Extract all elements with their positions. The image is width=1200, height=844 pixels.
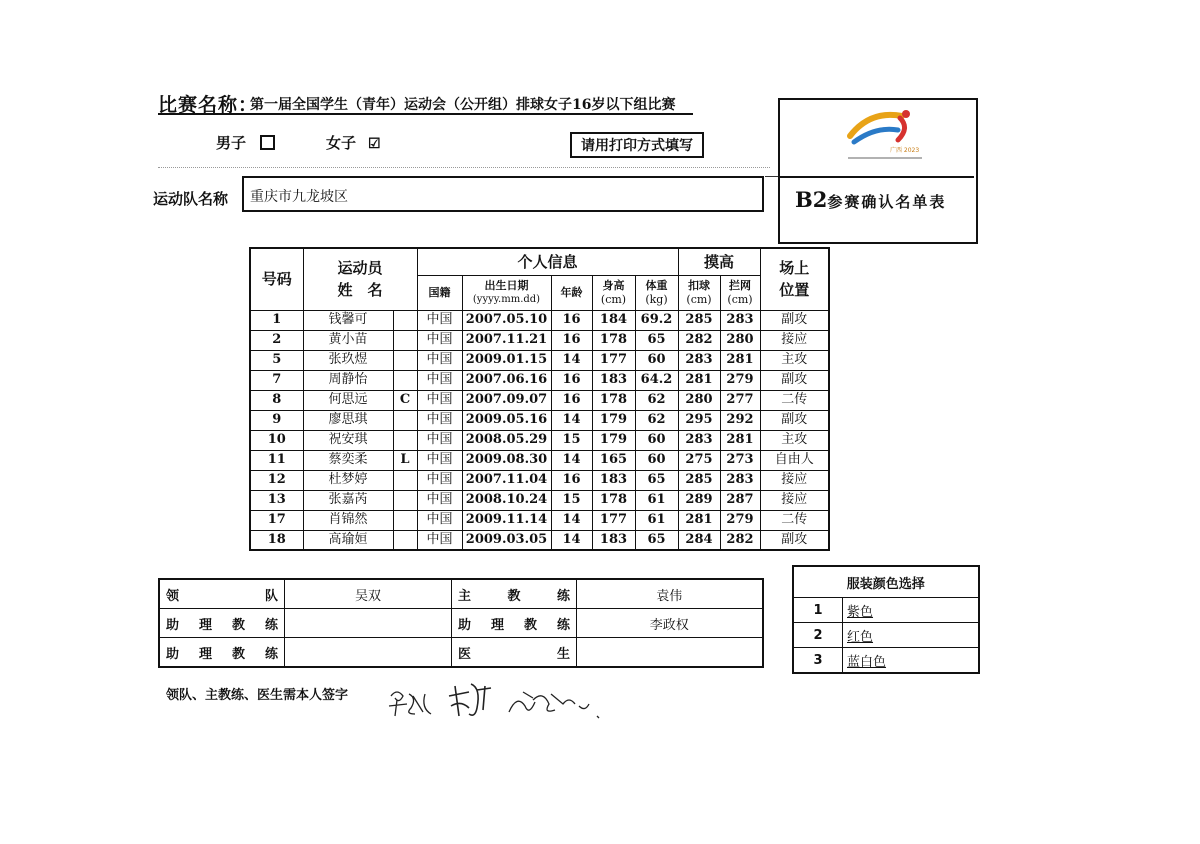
player-weight: 65 [635, 470, 678, 490]
player-block-reach: 277 [720, 390, 760, 410]
uniform-option-color: 红色 [843, 623, 979, 648]
player-age: 14 [551, 350, 592, 370]
player-birth-date: 2009.11.14 [462, 510, 551, 530]
player-position: 接应 [760, 330, 829, 350]
uniform-color-table [792, 565, 980, 674]
header-birth-format: (yyyy.mm.dd) [472, 293, 541, 305]
header-height-unit: (cm) [600, 292, 627, 306]
female-checkbox-checked-icon[interactable]: ☑ [368, 136, 381, 152]
player-birth-date: 2007.05.10 [462, 310, 551, 330]
player-weight: 61 [635, 490, 678, 510]
roster-table [249, 247, 830, 551]
player-nationality: 中国 [417, 410, 462, 430]
player-weight: 60 [635, 450, 678, 470]
player-block-reach: 281 [720, 430, 760, 450]
uniform-option-color: 蓝白色 [843, 648, 979, 674]
player-weight: 61 [635, 510, 678, 530]
player-birth-date: 2008.10.24 [462, 490, 551, 510]
player-weight: 60 [635, 430, 678, 450]
competition-label: 比赛名称： [158, 94, 259, 116]
player-age: 16 [551, 470, 592, 490]
player-position: 自由人 [760, 450, 829, 470]
player-spike-reach: 285 [678, 310, 720, 330]
table-row [250, 530, 829, 550]
table-row [250, 390, 829, 410]
player-nationality: 中国 [417, 310, 462, 330]
female-label: 女子 [326, 134, 357, 152]
header-athlete [303, 248, 417, 310]
uniform-option-number: 2 [793, 623, 843, 648]
table-row [250, 470, 829, 490]
player-birth-date: 2007.06.16 [462, 370, 551, 390]
player-spike-reach: 281 [678, 510, 720, 530]
player-role-mark [393, 350, 417, 370]
staff-table [158, 578, 764, 668]
player-height: 178 [592, 330, 635, 350]
table-row [250, 510, 829, 530]
player-age: 14 [551, 450, 592, 470]
head-coach-label: 主 教 练 [452, 579, 577, 609]
header-block-unit: (cm) [727, 292, 753, 306]
player-name: 杜梦婷 [303, 470, 393, 490]
player-position: 副攻 [760, 310, 829, 330]
player-height: 177 [592, 350, 635, 370]
player-height: 183 [592, 530, 635, 550]
player-name: 周静怡 [303, 370, 393, 390]
signature-label: 领队、主教练、医生需本人签字 [166, 688, 349, 703]
player-nationality: 中国 [417, 390, 462, 410]
player-weight: 64.2 [635, 370, 678, 390]
player-number: 11 [250, 450, 303, 470]
assistant-coach-value[interactable] [285, 638, 452, 668]
uniform-option[interactable] [793, 648, 979, 674]
player-block-reach: 283 [720, 310, 760, 330]
player-block-reach: 279 [720, 510, 760, 530]
header-reach: 摸高 [678, 248, 760, 275]
player-name: 钱馨可 [303, 310, 393, 330]
header-position-line1: 场上 [779, 259, 810, 278]
leader-label: 领 队 [159, 579, 285, 609]
player-age: 16 [551, 310, 592, 330]
player-spike-reach: 295 [678, 410, 720, 430]
uniform-color-title: 服装颜色选择 [793, 566, 979, 598]
player-role-mark [393, 490, 417, 510]
player-role-mark [393, 330, 417, 350]
header-athlete-line1: 运动员 [337, 259, 383, 278]
player-number: 2 [250, 330, 303, 350]
handwritten-signatures [385, 676, 615, 724]
female-option[interactable] [326, 132, 381, 153]
player-weight: 65 [635, 330, 678, 350]
player-height: 165 [592, 450, 635, 470]
uniform-option-number: 3 [793, 648, 843, 674]
assistant-coach-label: 助 理 教 练 [452, 609, 577, 638]
player-position: 二传 [760, 510, 829, 530]
uniform-option-color: 紫色 [843, 598, 979, 623]
male-option[interactable] [216, 132, 275, 153]
player-role-mark [393, 410, 417, 430]
print-note: 请用打印方式填写 [570, 132, 704, 158]
header-spike [678, 275, 720, 310]
player-position: 接应 [760, 470, 829, 490]
player-block-reach: 282 [720, 530, 760, 550]
player-name: 何思远 [303, 390, 393, 410]
head-coach-value[interactable]: 袁伟 [577, 579, 763, 609]
form-code-number: B2 [795, 187, 828, 212]
player-spike-reach: 283 [678, 350, 720, 370]
uniform-option-number: 1 [793, 598, 843, 623]
player-number: 1 [250, 310, 303, 330]
player-number: 13 [250, 490, 303, 510]
player-role-mark [393, 470, 417, 490]
player-nationality: 中国 [417, 490, 462, 510]
player-birth-date: 2009.01.15 [462, 350, 551, 370]
player-position: 副攻 [760, 370, 829, 390]
form-title: 参赛确认名单表 [827, 193, 947, 211]
player-position: 主攻 [760, 430, 829, 450]
player-birth-date: 2009.03.05 [462, 530, 551, 550]
player-spike-reach: 280 [678, 390, 720, 410]
player-birth-date: 2008.05.29 [462, 430, 551, 450]
player-name: 高瑜姮 [303, 530, 393, 550]
logo-text: 广西 2023 [890, 147, 920, 154]
player-spike-reach: 281 [678, 370, 720, 390]
header-block-label: 拦网 [729, 278, 751, 292]
header-athlete-line2: 姓 名 [337, 281, 383, 300]
player-age: 16 [551, 390, 592, 410]
player-age: 14 [551, 410, 592, 430]
doctor-label: 医 生 [452, 638, 577, 668]
assistant-coach-label: 助 理 教 练 [159, 638, 285, 668]
header-weight-unit: (kg) [645, 292, 668, 306]
table-row [250, 490, 829, 510]
header-height-label: 身高 [602, 278, 625, 292]
header-weight-label: 体重 [645, 278, 668, 292]
player-role-mark [393, 530, 417, 550]
player-weight: 62 [635, 410, 678, 430]
player-age: 15 [551, 490, 592, 510]
player-height: 178 [592, 390, 635, 410]
player-nationality: 中国 [417, 370, 462, 390]
form-code [795, 187, 946, 212]
player-name: 黄小苗 [303, 330, 393, 350]
header-block [720, 275, 760, 310]
table-row [250, 450, 829, 470]
player-birth-date: 2009.05.16 [462, 410, 551, 430]
competition-name: 第一届全国学生（青年）运动会（公开组）排球女子16岁以下组比赛 [250, 97, 676, 113]
table-row [250, 430, 829, 450]
player-spike-reach: 285 [678, 470, 720, 490]
player-nationality: 中国 [417, 330, 462, 350]
player-role-mark [393, 370, 417, 390]
title-underline [158, 113, 693, 115]
player-age: 14 [551, 530, 592, 550]
player-block-reach: 287 [720, 490, 760, 510]
table-row [250, 370, 829, 390]
player-nationality: 中国 [417, 430, 462, 450]
player-number: 17 [250, 510, 303, 530]
player-block-reach: 279 [720, 370, 760, 390]
player-position: 副攻 [760, 530, 829, 550]
player-height: 183 [592, 470, 635, 490]
player-nationality: 中国 [417, 530, 462, 550]
player-age: 16 [551, 370, 592, 390]
form-badge-divider [780, 176, 974, 178]
player-spike-reach: 282 [678, 330, 720, 350]
player-number: 18 [250, 530, 303, 550]
player-name: 肖锦然 [303, 510, 393, 530]
header-personal-info: 个人信息 [417, 248, 678, 275]
player-role-mark: L [393, 450, 417, 470]
player-position: 接应 [760, 490, 829, 510]
player-role-mark: C [393, 390, 417, 410]
player-number: 10 [250, 430, 303, 450]
player-height: 177 [592, 510, 635, 530]
player-nationality: 中国 [417, 350, 462, 370]
player-weight: 62 [635, 390, 678, 410]
header-age: 年龄 [551, 275, 592, 310]
player-block-reach: 273 [720, 450, 760, 470]
header-birth-label: 出生日期 [484, 278, 529, 292]
dash-divider [765, 176, 779, 177]
player-height: 184 [592, 310, 635, 330]
player-number: 12 [250, 470, 303, 490]
player-number: 7 [250, 370, 303, 390]
player-spike-reach: 283 [678, 430, 720, 450]
player-position: 主攻 [760, 350, 829, 370]
player-block-reach: 283 [720, 470, 760, 490]
male-label: 男子 [216, 134, 247, 152]
player-birth-date: 2007.11.04 [462, 470, 551, 490]
player-name: 蔡奕柔 [303, 450, 393, 470]
header-number: 号码 [250, 248, 303, 310]
uniform-option[interactable] [793, 623, 979, 648]
assistant-coach-value[interactable] [285, 609, 452, 638]
player-number: 9 [250, 410, 303, 430]
player-spike-reach: 275 [678, 450, 720, 470]
player-number: 8 [250, 390, 303, 410]
player-height: 178 [592, 490, 635, 510]
player-role-mark [393, 510, 417, 530]
leader-value[interactable]: 吴双 [285, 579, 452, 609]
player-birth-date: 2007.09.07 [462, 390, 551, 410]
header-spike-label: 扣球 [688, 278, 710, 292]
player-spike-reach: 284 [678, 530, 720, 550]
player-height: 183 [592, 370, 635, 390]
player-age: 14 [551, 510, 592, 530]
header-weight [635, 275, 678, 310]
player-role-mark [393, 310, 417, 330]
player-nationality: 中国 [417, 510, 462, 530]
header-spike-unit: (cm) [686, 292, 712, 306]
player-block-reach: 281 [720, 350, 760, 370]
player-birth-date: 2009.08.30 [462, 450, 551, 470]
header-nationality: 国籍 [417, 275, 462, 310]
player-name: 张玖煜 [303, 350, 393, 370]
header-position [760, 248, 829, 310]
header-birth [462, 275, 551, 310]
male-checkbox[interactable] [260, 135, 275, 150]
player-nationality: 中国 [417, 470, 462, 490]
player-spike-reach: 289 [678, 490, 720, 510]
table-row [250, 310, 829, 330]
team-name-value: 重庆市九龙坡区 [250, 189, 348, 205]
assistant-coach-value[interactable]: 李政权 [577, 609, 763, 638]
player-age: 16 [551, 330, 592, 350]
player-role-mark [393, 430, 417, 450]
table-row [250, 330, 829, 350]
player-nationality: 中国 [417, 450, 462, 470]
assistant-coach-label: 助 理 教 练 [159, 609, 285, 638]
player-weight: 65 [635, 530, 678, 550]
team-label: 运动队名称 [153, 190, 229, 208]
player-weight: 60 [635, 350, 678, 370]
player-weight: 69.2 [635, 310, 678, 330]
player-name: 张嘉芮 [303, 490, 393, 510]
uniform-option[interactable] [793, 598, 979, 623]
doctor-value[interactable] [577, 638, 763, 668]
header-position-line2: 位置 [779, 281, 810, 300]
player-position: 副攻 [760, 410, 829, 430]
table-row [250, 410, 829, 430]
player-position: 二传 [760, 390, 829, 410]
header-height [592, 275, 635, 310]
table-row [250, 350, 829, 370]
player-name: 祝安琪 [303, 430, 393, 450]
player-block-reach: 280 [720, 330, 760, 350]
player-age: 15 [551, 430, 592, 450]
player-block-reach: 292 [720, 410, 760, 430]
player-name: 廖思琪 [303, 410, 393, 430]
player-number: 5 [250, 350, 303, 370]
player-height: 179 [592, 410, 635, 430]
games-logo-icon [840, 106, 930, 166]
player-birth-date: 2007.11.21 [462, 330, 551, 350]
dotted-divider [158, 167, 770, 168]
player-height: 179 [592, 430, 635, 450]
